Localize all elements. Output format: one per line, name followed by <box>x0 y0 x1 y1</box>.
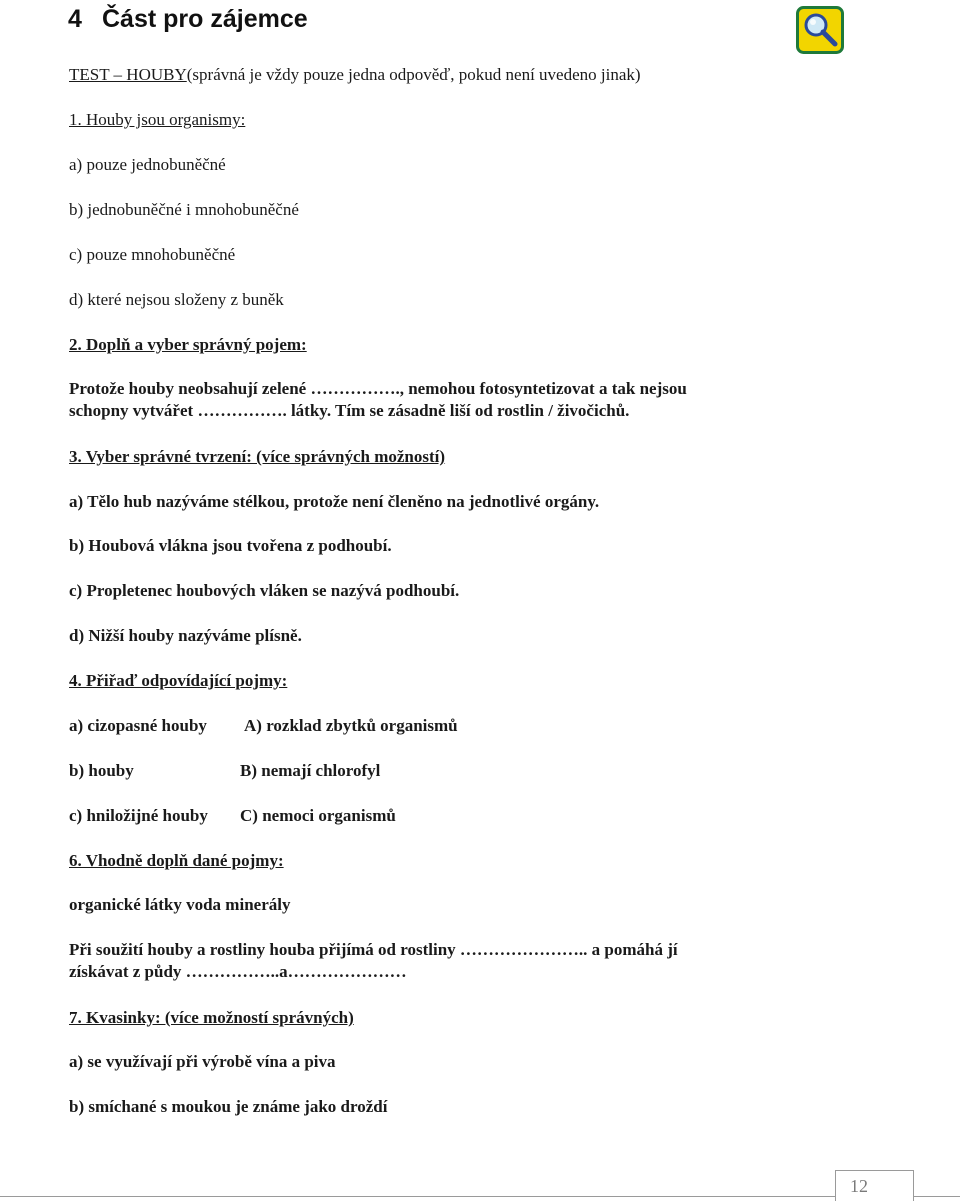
section-heading <box>68 2 308 36</box>
q4-right-item-c: C) nemoci organismů <box>240 806 396 825</box>
q1-option-c: c) pouze mnohobuněčné <box>69 245 236 264</box>
question-4: 4. Přiřaď odpovídající pojmy: <box>69 671 288 690</box>
q4-left-item-a: a) cizopasné houby <box>69 716 207 735</box>
q2-text-line-1: Protože houby neobsahují zelené ……………., nemohou fotosyntetizovat a tak nejsou <box>69 379 687 398</box>
page-number: 12 <box>850 1176 868 1196</box>
q1-option-b: b) jednobuněčné i mnohobuněčné <box>69 200 299 219</box>
q7-option-b: b) smíchané s moukou je známe jako droždí <box>69 1097 388 1116</box>
test-title-note: (správná je vždy pouze jedna odpověď, pokud není uvedeno jinak) <box>186 65 641 84</box>
q2-text-line-2: schopny vytvářet ……………. látky. Tím se zásadně liší od rostlin / živočichů. <box>69 401 630 420</box>
magnifier-icon <box>796 6 844 54</box>
q3-option-d: d) Nižší houby nazýváme plísně. <box>69 626 302 645</box>
q1-option-d: d) které nejsou složeny z buněk <box>69 290 284 309</box>
question-7: 7. Kvasinky: (více možností správných) <box>69 1008 354 1027</box>
test-title <box>69 64 641 86</box>
q3-option-c: c) Propletenec houbových vláken se nazývá podhoubí. <box>69 581 460 600</box>
question-2: 2. Doplň a vyber správný pojem: <box>69 335 307 354</box>
q6-text-line-2: získávat z půdy ……………..a………………… <box>69 962 407 981</box>
q7-option-a: a) se využívají při výrobě vína a piva <box>69 1052 336 1071</box>
page-number-box <box>835 1170 914 1201</box>
question-1: 1. Houby jsou organismy: <box>69 110 246 129</box>
q1-option-a: a) pouze jednobuněčné <box>69 155 226 174</box>
q4-right-item-a: A) rozklad zbytků organismů <box>244 716 458 735</box>
q4-left-item-c: c) hniložijné houby <box>69 806 208 825</box>
q4-right-item-b: B) nemají chlorofyl <box>240 761 381 780</box>
question-6: 6. Vhodně doplň dané pojmy: <box>69 851 284 870</box>
q3-option-b: b) Houbová vlákna jsou tvořena z podhoubí. <box>69 536 392 555</box>
footer-rule <box>0 1196 960 1197</box>
q6-terms: organické látky voda minerály <box>69 895 291 914</box>
q4-left-item-b: b) houby <box>69 761 134 780</box>
section-title: Část pro zájemce <box>102 5 308 33</box>
question-3: 3. Vyber správné tvrzení: (více správných možností) <box>69 447 446 466</box>
q6-text-line-1: Při soužití houby a rostliny houba přijímá od rostliny ………………….. a pomáhá jí <box>69 940 678 959</box>
section-number: 4 <box>68 5 82 33</box>
q3-option-a: a) Tělo hub nazýváme stélkou, protože není členěno na jednotlivé orgány. <box>69 492 600 511</box>
test-title-main: TEST – HOUBY <box>69 65 187 84</box>
